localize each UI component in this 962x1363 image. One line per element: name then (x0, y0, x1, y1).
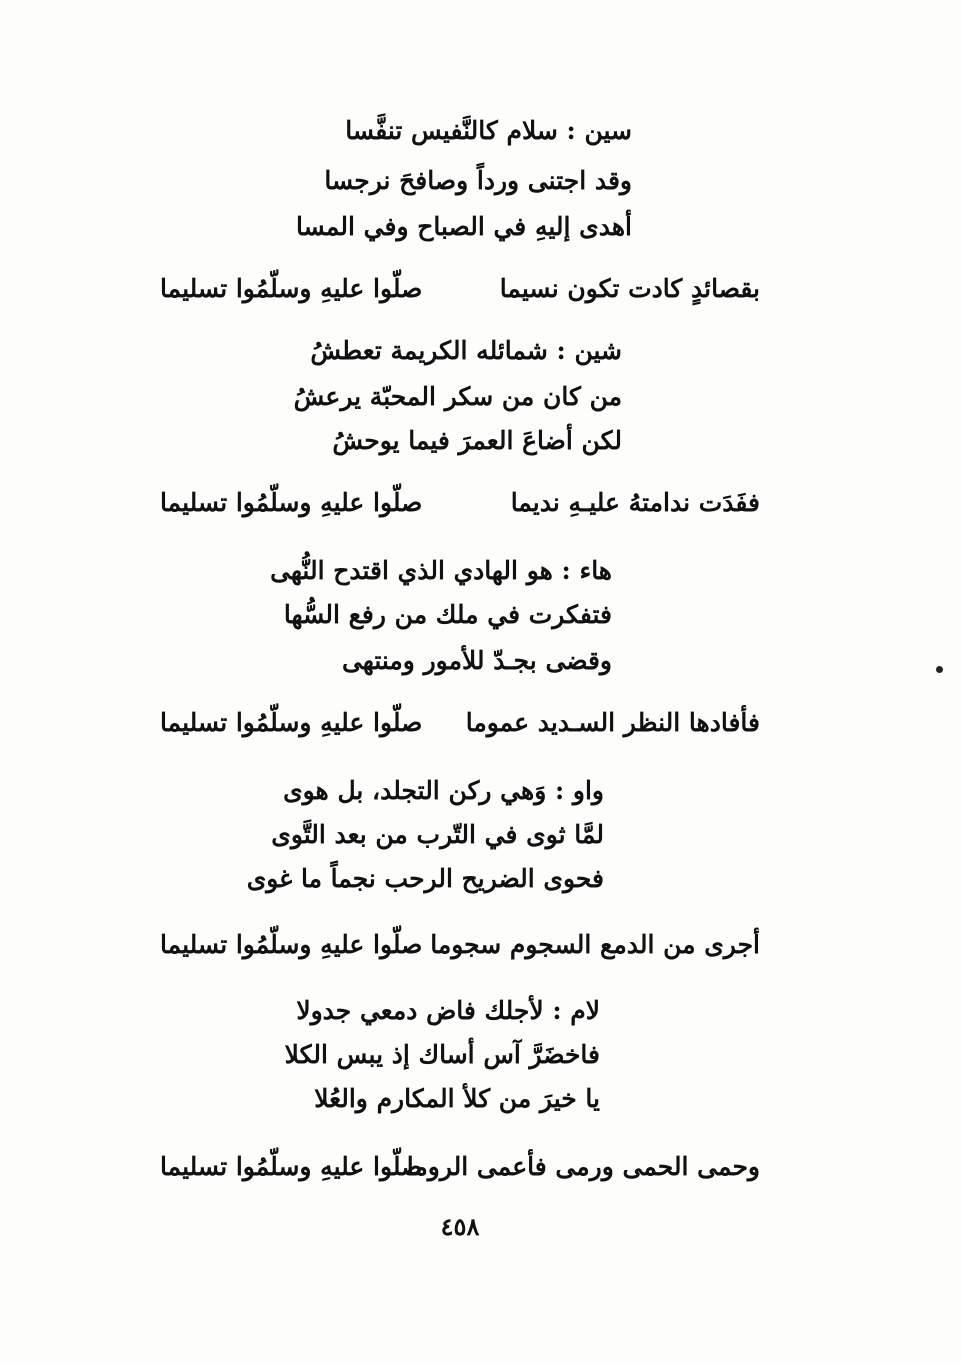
verse-line: من كان من سكر المحبّة يرعشُ (293, 382, 622, 411)
refrain-second-half: صلّوا عليهِ وسلّمُوا تسليما (160, 930, 423, 959)
verse-line: واو : وَهي ركن التجلد، بل هوى (283, 776, 604, 805)
refrain-line (160, 1150, 760, 1184)
stanza-3 (270, 556, 612, 686)
refrain-line (160, 486, 760, 520)
refrain-first-half: بقصائدٍ كادت تكون نسيما (499, 274, 760, 303)
refrain-first-half: ففَدَت ندامتهُ عليـهِ نديما (510, 488, 760, 517)
verse-line: فحوى الضريح الرحب نجماً ما غوى (246, 864, 604, 893)
verse-line: هاء : هو الهادي الذي اقتدح النُّهى (270, 556, 612, 585)
verse-line: وقد اجتنى ورداً وصافحَ نرجسا (324, 166, 632, 195)
refrain-line (160, 272, 760, 306)
verse-line: وقضى بجـدّ للأمور ومنتهى (341, 646, 612, 675)
verse-line: لمَّا ثوى في التّرب من بعد التَّوى (271, 820, 604, 849)
stanza-5 (280, 996, 600, 1126)
refrain-line (160, 706, 760, 740)
refrain-second-half: صلّوا عليهِ وسلّمُوا تسليما (160, 274, 423, 303)
ink-speck (936, 666, 943, 673)
verse-line: يا خيرَ من كلأ المكارم والعُلا (314, 1084, 600, 1113)
stanza-4 (246, 776, 604, 906)
verse-line: فتفكرت في ملك من رفع السُّها (283, 600, 612, 629)
refrain-line (160, 928, 760, 962)
page-number: ٤٥٨ (440, 1212, 480, 1241)
verse-line: فاخضَرَّ آس أساك إذ يبس الكلا (284, 1040, 600, 1069)
refrain-first-half: وحمى الحمى ورمى فأعمى الروما (406, 1152, 760, 1181)
verse-line: شين : شمائله الكريمة تعطشُ (310, 336, 622, 365)
stanza-1 (296, 116, 632, 246)
refrain-first-half: أجرى من الدمع السجوم سجوما (430, 930, 760, 959)
verse-line: سين : سلام كالنَّفيس تنفَّسا (345, 116, 632, 145)
refrain-first-half: فأفادها النظر السـديد عموما (465, 708, 760, 737)
refrain-second-half: صلّوا عليهِ وسلّمُوا تسليما (160, 1152, 423, 1181)
stanza-2 (293, 336, 622, 466)
refrain-second-half: صلّوا عليهِ وسلّمُوا تسليما (160, 488, 423, 517)
verse-line: أهدى إليهِ في الصباح وفي المسا (296, 212, 632, 241)
verse-line: لكن أضاعَ العمرَ فيما يوحشُ (332, 426, 622, 455)
verse-line: لام : لأجلك فاض دمعي جدولا (296, 996, 600, 1025)
refrain-second-half: صلّوا عليهِ وسلّمُوا تسليما (160, 708, 423, 737)
